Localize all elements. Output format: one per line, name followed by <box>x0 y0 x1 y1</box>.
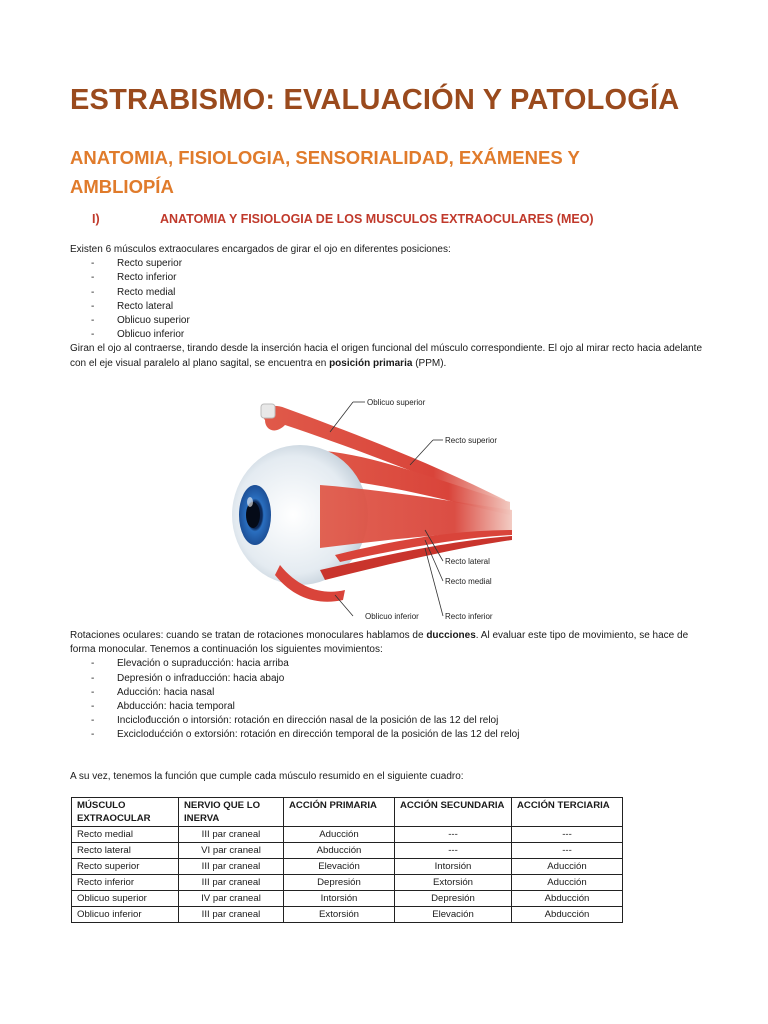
table-cell: Oblicuo superior <box>72 891 179 907</box>
table-cell: III par craneal <box>179 875 284 891</box>
paragraph-rotations: Rotaciones oculares: cuando se tratan de rotaciones monoculares hablamos de ducciones. Al evaluar este tipo de movimiento, se hace de forma monocular. Tenemos a continuación los siguientes movimientos: <box>70 630 689 656</box>
table-cell: --- <box>512 827 623 843</box>
table-cell: Depresión <box>395 891 512 907</box>
table-header: NERVIO QUE LO INERVA <box>179 798 284 827</box>
table-cell: III par craneal <box>179 859 284 875</box>
table-cell: --- <box>395 843 512 859</box>
list-item: - Recto lateral <box>70 300 710 314</box>
table-cell: Aducción <box>284 827 395 843</box>
table-cell: Elevación <box>284 859 395 875</box>
intro-block <box>70 243 710 371</box>
table-cell: Recto inferior <box>72 875 179 891</box>
table-cell: Extorsión <box>395 875 512 891</box>
table-cell: Oblicuo inferior <box>72 907 179 923</box>
document-subtitle: ANATOMIA, FISIOLOGIA, SENSORIALIDAD, EXÁMENES Y AMBLIOPÍA <box>70 147 580 197</box>
table-intro: A su vez, tenemos la función que cumple cada músculo resumido en el siguiente cuadro: <box>70 771 464 782</box>
eye-muscles-illustration <box>225 390 525 622</box>
label-recto-medial: Recto medial <box>445 577 492 586</box>
table-cell: VI par craneal <box>179 843 284 859</box>
document-title: ESTRABISMO: EVALUACIÓN Y PATOLOGÍA <box>70 84 680 116</box>
list-item: - Oblicuo inferior <box>70 328 710 342</box>
table-cell: Intorsión <box>395 859 512 875</box>
table-cell: III par craneal <box>179 827 284 843</box>
table-cell: --- <box>512 843 623 859</box>
list-item: - Recto medial <box>70 286 710 300</box>
table-cell: Depresión <box>284 875 395 891</box>
table-cell: Abducción <box>512 891 623 907</box>
table-cell: IV par craneal <box>179 891 284 907</box>
list-item: - Abducción: hacia temporal <box>70 700 710 714</box>
table-header-row <box>72 798 623 827</box>
bold-term: posición primaria <box>329 357 413 369</box>
movement-list <box>70 657 710 742</box>
table-cell: Abducción <box>512 907 623 923</box>
table-cell: Recto medial <box>72 827 179 843</box>
table-row <box>72 891 623 907</box>
section-heading <box>70 212 594 226</box>
paragraph-primary-position: Giran el ojo al contraerse, tirando desde la inserción hacia el origen funcional del músculo correspondiente. El ojo al mirar recto hacia adelante con el eje visual paralelo al plano sagital, se encuentra en posición primaria (PPM). <box>70 343 703 369</box>
list-item: - Exciclodućción o extorsión: rotación en dirección temporal de la posición de las 12 del reloj <box>70 728 710 742</box>
intro-text: Existen 6 músculos extraoculares encargados de girar el ojo en diferentes posiciones: <box>70 244 451 255</box>
table-cell: Recto superior <box>72 859 179 875</box>
table-row <box>72 875 623 891</box>
list-item: - Recto superior <box>70 257 710 271</box>
table-header: ACCIÓN TERCIARIA <box>512 798 623 827</box>
table-cell: Elevación <box>395 907 512 923</box>
label-recto-inferior: Recto inferior <box>445 612 493 621</box>
table-cell: Intorsión <box>284 891 395 907</box>
table-row <box>72 843 623 859</box>
muscle-function-table <box>71 797 623 923</box>
muscle-list <box>70 257 710 342</box>
label-oblicuo-inferior: Oblicuo inferior <box>365 612 419 621</box>
list-item: - Oblicuo superior <box>70 314 710 328</box>
table-cell: III par craneal <box>179 907 284 923</box>
table-cell: Recto lateral <box>72 843 179 859</box>
list-item: - Recto inferior <box>70 271 710 285</box>
section-title: ANATOMIA Y FISIOLOGIA DE LOS MUSCULOS EXTRAOCULARES (MEO) <box>160 212 594 226</box>
rotations-block <box>70 629 710 743</box>
table-cell: Extorsión <box>284 907 395 923</box>
table-row <box>72 827 623 843</box>
bold-term: ducciones <box>426 630 476 641</box>
table-header: ACCIÓN SECUNDARIA <box>395 798 512 827</box>
table-cell: Aducción <box>512 875 623 891</box>
list-item: - Elevación o supraducción: hacia arriba <box>70 657 710 671</box>
label-recto-lateral: Recto lateral <box>445 557 490 566</box>
table-cell: Abducción <box>284 843 395 859</box>
table-cell: Aducción <box>512 859 623 875</box>
table-header: MÚSCULO EXTRAOCULAR <box>72 798 179 827</box>
label-oblicuo-superior: Oblicuo superior <box>367 398 426 407</box>
label-recto-superior: Recto superior <box>445 436 498 445</box>
list-item: - Inciclođucción o intorsión: rotación en dirección nasal de la posición de las 12 del reloj <box>70 714 710 728</box>
list-item: - Depresión o infraducción: hacia abajo <box>70 672 710 686</box>
table-header: ACCIÓN PRIMARIA <box>284 798 395 827</box>
table-cell: --- <box>395 827 512 843</box>
list-item: - Aducción: hacia nasal <box>70 686 710 700</box>
table-row <box>72 859 623 875</box>
table-row <box>72 907 623 923</box>
section-number: I) <box>92 212 100 226</box>
